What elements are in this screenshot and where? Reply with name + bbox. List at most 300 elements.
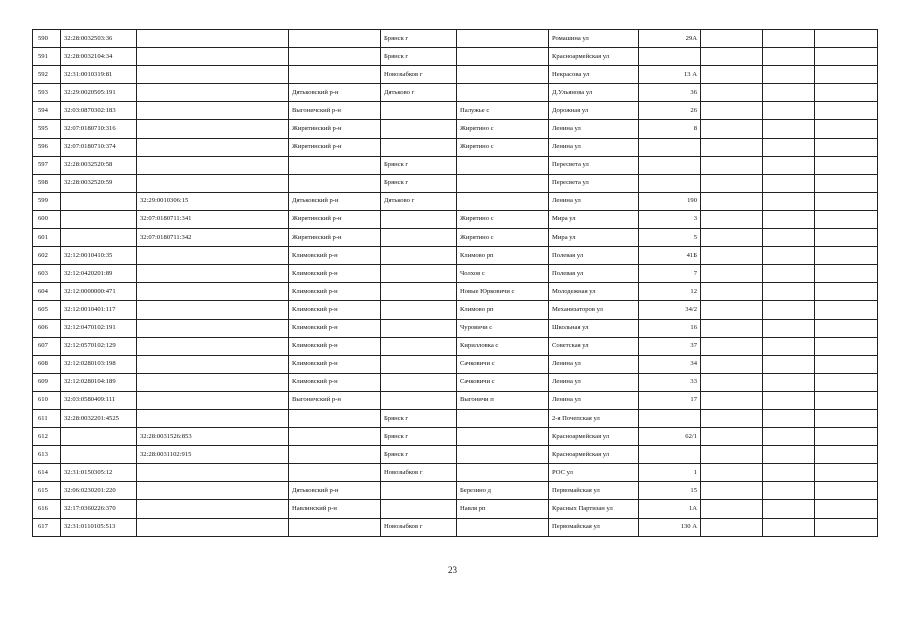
- cell-city: [381, 301, 457, 319]
- cell-cadastral-number-alt: [137, 102, 289, 120]
- cell-cadastral-number: 32:12:0470102:191: [61, 319, 137, 337]
- cell-settlement: [457, 84, 549, 102]
- cell-extra-col-3: [815, 66, 878, 84]
- cell-city: Брянск г: [381, 30, 457, 48]
- cell-city: Дятьково г: [381, 192, 457, 210]
- cell-row-index: 604: [33, 283, 61, 301]
- cell-house-number: 41Б: [639, 247, 701, 265]
- cell-street: Ленина ул: [549, 192, 639, 210]
- cell-extra-col-3: [815, 210, 878, 228]
- cell-extra-col-3: [815, 355, 878, 373]
- cell-settlement: Жирятино с: [457, 120, 549, 138]
- cell-cadastral-number-alt: [137, 283, 289, 301]
- cell-extra-col-1: [701, 265, 763, 283]
- cell-cadastral-number-alt: [137, 84, 289, 102]
- cell-house-number: 33: [639, 373, 701, 391]
- cell-street: Ленина ул: [549, 120, 639, 138]
- cell-district: [289, 48, 381, 66]
- cell-extra-col-3: [815, 120, 878, 138]
- cell-extra-col-1: [701, 428, 763, 446]
- cell-extra-col-1: [701, 210, 763, 228]
- cell-cadastral-number: 32:12:0010401:117: [61, 301, 137, 319]
- cell-cadastral-number-alt: 32:07:0180711:341: [137, 210, 289, 228]
- cell-house-number: 12: [639, 283, 701, 301]
- cell-cadastral-number-alt: [137, 482, 289, 500]
- cell-extra-col-1: [701, 102, 763, 120]
- cell-street: Механизаторов ул: [549, 301, 639, 319]
- cell-street: РОС ул: [549, 464, 639, 482]
- cell-district: Дятьковский р-н: [289, 482, 381, 500]
- cell-extra-col-3: [815, 48, 878, 66]
- table-row: [33, 373, 878, 391]
- cell-row-index: 599: [33, 192, 61, 210]
- cell-settlement: [457, 174, 549, 192]
- cell-settlement: Березино д: [457, 482, 549, 500]
- cell-street: Красноармейская ул: [549, 428, 639, 446]
- cell-extra-col-2: [763, 283, 815, 301]
- cell-street: Мира ул: [549, 210, 639, 228]
- cell-city: [381, 210, 457, 228]
- cell-extra-col-2: [763, 428, 815, 446]
- cell-district: Жирятинский р-н: [289, 229, 381, 247]
- cell-extra-col-2: [763, 500, 815, 518]
- cell-extra-col-1: [701, 174, 763, 192]
- cell-cadastral-number-alt: [137, 373, 289, 391]
- cell-extra-col-3: [815, 391, 878, 409]
- cell-cadastral-number: 32:31:0110105:513: [61, 518, 137, 536]
- cell-row-index: 609: [33, 373, 61, 391]
- cell-extra-col-2: [763, 156, 815, 174]
- cell-extra-col-2: [763, 48, 815, 66]
- cell-district: [289, 409, 381, 427]
- cell-row-index: 612: [33, 428, 61, 446]
- cell-house-number: 5: [639, 229, 701, 247]
- cell-house-number: 13 А: [639, 66, 701, 84]
- cell-settlement: [457, 156, 549, 174]
- cell-house-number: 34/2: [639, 301, 701, 319]
- cell-extra-col-1: [701, 373, 763, 391]
- cell-extra-col-1: [701, 229, 763, 247]
- cell-street: Пересвета ул: [549, 174, 639, 192]
- cell-cadastral-number-alt: 32:28:0031526:853: [137, 428, 289, 446]
- cell-extra-col-2: [763, 30, 815, 48]
- table-row: [33, 301, 878, 319]
- cell-house-number: 37: [639, 337, 701, 355]
- cell-extra-col-1: [701, 283, 763, 301]
- table-row: [33, 283, 878, 301]
- cell-house-number: 3: [639, 210, 701, 228]
- cell-row-index: 600: [33, 210, 61, 228]
- cell-row-index: 616: [33, 500, 61, 518]
- cell-cadastral-number: 32:06:0230201:220: [61, 482, 137, 500]
- cell-street: Первомайская ул: [549, 518, 639, 536]
- cell-house-number: [639, 174, 701, 192]
- cell-cadastral-number: 32:28:0032520:58: [61, 156, 137, 174]
- cell-city: [381, 355, 457, 373]
- table-row: [33, 48, 878, 66]
- cell-extra-col-3: [815, 283, 878, 301]
- table-row: [33, 84, 878, 102]
- table-row: [33, 428, 878, 446]
- cell-district: [289, 428, 381, 446]
- table-body: [33, 30, 878, 537]
- cell-street: Полевая ул: [549, 247, 639, 265]
- cell-extra-col-3: [815, 428, 878, 446]
- cell-settlement: Жирятино с: [457, 210, 549, 228]
- cell-city: [381, 283, 457, 301]
- cell-settlement: Жирятино с: [457, 229, 549, 247]
- cell-district: Жирятинский р-н: [289, 210, 381, 228]
- table-row: [33, 391, 878, 409]
- cell-cadastral-number-alt: [137, 464, 289, 482]
- cell-extra-col-2: [763, 337, 815, 355]
- cell-city: Брянск г: [381, 409, 457, 427]
- cell-extra-col-2: [763, 210, 815, 228]
- cell-cadastral-number-alt: [137, 138, 289, 156]
- cell-district: Выгоничский р-н: [289, 391, 381, 409]
- cell-city: [381, 102, 457, 120]
- table-row: [33, 192, 878, 210]
- register-table: [32, 29, 878, 537]
- cell-house-number: 26: [639, 102, 701, 120]
- cell-settlement: Чолхов с: [457, 265, 549, 283]
- cell-cadastral-number-alt: [137, 301, 289, 319]
- cell-city: Брянск г: [381, 446, 457, 464]
- cell-house-number: 16: [639, 319, 701, 337]
- cell-extra-col-3: [815, 373, 878, 391]
- table-row: [33, 138, 878, 156]
- cell-cadastral-number: 32:28:0032503:36: [61, 30, 137, 48]
- page-number: 23: [448, 565, 457, 575]
- cell-district: Выгоничский р-н: [289, 102, 381, 120]
- cell-cadastral-number: 32:12:0420201:89: [61, 265, 137, 283]
- cell-street: Ленина ул: [549, 138, 639, 156]
- cell-extra-col-1: [701, 464, 763, 482]
- cell-extra-col-1: [701, 84, 763, 102]
- cell-extra-col-2: [763, 518, 815, 536]
- cell-street: Ленина ул: [549, 355, 639, 373]
- cell-street: Дорожная ул: [549, 102, 639, 120]
- cell-extra-col-3: [815, 84, 878, 102]
- cell-city: [381, 138, 457, 156]
- cell-extra-col-2: [763, 174, 815, 192]
- cell-settlement: [457, 30, 549, 48]
- table-row: [33, 102, 878, 120]
- cell-extra-col-3: [815, 409, 878, 427]
- cell-cadastral-number-alt: [137, 66, 289, 84]
- table-row: [33, 247, 878, 265]
- table-row: [33, 229, 878, 247]
- cell-extra-col-1: [701, 337, 763, 355]
- table-row: [33, 464, 878, 482]
- cell-extra-col-2: [763, 265, 815, 283]
- cell-row-index: 593: [33, 84, 61, 102]
- cell-extra-col-2: [763, 120, 815, 138]
- cell-extra-col-2: [763, 373, 815, 391]
- cell-extra-col-3: [815, 518, 878, 536]
- cell-cadastral-number: 32:28:0032201:4525: [61, 409, 137, 427]
- cell-settlement: [457, 518, 549, 536]
- table-row: [33, 30, 878, 48]
- cell-street: 2-я Почепская ул: [549, 409, 639, 427]
- cell-street: Полевая ул: [549, 265, 639, 283]
- table-row: [33, 66, 878, 84]
- cell-extra-col-3: [815, 102, 878, 120]
- cell-city: Брянск г: [381, 174, 457, 192]
- cell-row-index: 595: [33, 120, 61, 138]
- cell-row-index: 590: [33, 30, 61, 48]
- cell-street: Советская ул: [549, 337, 639, 355]
- table-row: [33, 319, 878, 337]
- cell-cadastral-number: 32:12:0280103:198: [61, 355, 137, 373]
- cell-cadastral-number: [61, 428, 137, 446]
- cell-extra-col-1: [701, 138, 763, 156]
- cell-cadastral-number-alt: [137, 391, 289, 409]
- cell-row-index: 613: [33, 446, 61, 464]
- cell-cadastral-number-alt: [137, 409, 289, 427]
- cell-cadastral-number-alt: [137, 156, 289, 174]
- cell-extra-col-1: [701, 518, 763, 536]
- cell-house-number: 190: [639, 192, 701, 210]
- cell-extra-col-1: [701, 192, 763, 210]
- cell-extra-col-3: [815, 30, 878, 48]
- cell-row-index: 605: [33, 301, 61, 319]
- cell-district: Жирятинский р-н: [289, 120, 381, 138]
- cell-extra-col-3: [815, 446, 878, 464]
- cell-settlement: [457, 192, 549, 210]
- cell-cadastral-number-alt: [137, 500, 289, 518]
- cell-extra-col-1: [701, 482, 763, 500]
- cell-row-index: 603: [33, 265, 61, 283]
- cell-cadastral-number-alt: [137, 265, 289, 283]
- cell-cadastral-number: 32:31:0150305:12: [61, 464, 137, 482]
- cell-settlement: [457, 428, 549, 446]
- cell-cadastral-number-alt: [137, 518, 289, 536]
- cell-settlement: Климово рп: [457, 247, 549, 265]
- cell-row-index: 610: [33, 391, 61, 409]
- cell-settlement: Климово рп: [457, 301, 549, 319]
- cell-row-index: 592: [33, 66, 61, 84]
- cell-row-index: 591: [33, 48, 61, 66]
- cell-street: Д.Ульянова ул: [549, 84, 639, 102]
- cell-cadastral-number: [61, 229, 137, 247]
- cell-house-number: 36: [639, 84, 701, 102]
- cell-extra-col-3: [815, 464, 878, 482]
- cell-extra-col-1: [701, 391, 763, 409]
- cell-cadastral-number: 32:28:0032104:34: [61, 48, 137, 66]
- cell-city: Брянск г: [381, 156, 457, 174]
- cell-city: Дятьково г: [381, 84, 457, 102]
- cell-city: Брянск г: [381, 48, 457, 66]
- cell-extra-col-1: [701, 301, 763, 319]
- cell-district: Жирятинский р-н: [289, 138, 381, 156]
- cell-row-index: 594: [33, 102, 61, 120]
- cell-extra-col-1: [701, 120, 763, 138]
- cell-district: Дятьковский р-н: [289, 84, 381, 102]
- cell-cadastral-number: 32:12:0000000:471: [61, 283, 137, 301]
- cell-cadastral-number-alt: [137, 48, 289, 66]
- cell-district: Климовский р-н: [289, 247, 381, 265]
- cell-city: Брянск г: [381, 428, 457, 446]
- cell-district: Климовский р-н: [289, 355, 381, 373]
- cell-settlement: Сачковичи с: [457, 373, 549, 391]
- cell-extra-col-1: [701, 319, 763, 337]
- cell-extra-col-3: [815, 229, 878, 247]
- cell-settlement: [457, 464, 549, 482]
- cell-house-number: 17: [639, 391, 701, 409]
- cell-extra-col-1: [701, 355, 763, 373]
- cell-cadastral-number-alt: [137, 355, 289, 373]
- table-row: [33, 482, 878, 500]
- cell-cadastral-number: [61, 192, 137, 210]
- cell-district: [289, 30, 381, 48]
- table-row: [33, 156, 878, 174]
- cell-house-number: [639, 156, 701, 174]
- cell-street: Пересвета ул: [549, 156, 639, 174]
- cell-house-number: 34: [639, 355, 701, 373]
- cell-extra-col-2: [763, 301, 815, 319]
- cell-extra-col-3: [815, 265, 878, 283]
- cell-extra-col-2: [763, 319, 815, 337]
- cell-street: Молодежная ул: [549, 283, 639, 301]
- cell-extra-col-2: [763, 192, 815, 210]
- cell-house-number: 1: [639, 464, 701, 482]
- cell-street: Ленина ул: [549, 373, 639, 391]
- cell-row-index: 608: [33, 355, 61, 373]
- cell-cadastral-number-alt: 32:07:0180711:342: [137, 229, 289, 247]
- cell-city: [381, 391, 457, 409]
- cell-row-index: 611: [33, 409, 61, 427]
- cell-district: [289, 446, 381, 464]
- cell-settlement: [457, 66, 549, 84]
- table-row: [33, 265, 878, 283]
- cell-settlement: Сачковичи с: [457, 355, 549, 373]
- cell-extra-col-3: [815, 174, 878, 192]
- cell-cadastral-number: 32:12:0570102:129: [61, 337, 137, 355]
- cell-cadastral-number: 32:03:0580409:111: [61, 391, 137, 409]
- cell-house-number: [639, 48, 701, 66]
- cell-extra-col-2: [763, 355, 815, 373]
- cell-cadastral-number: 32:31:0010319:81: [61, 66, 137, 84]
- cell-district: Навлинский р-н: [289, 500, 381, 518]
- cell-cadastral-number-alt: 32:29:0010306:15: [137, 192, 289, 210]
- cell-extra-col-3: [815, 138, 878, 156]
- cell-settlement: Палужье с: [457, 102, 549, 120]
- cell-house-number: [639, 409, 701, 427]
- table-row: [33, 409, 878, 427]
- cell-extra-col-2: [763, 464, 815, 482]
- cell-extra-col-2: [763, 409, 815, 427]
- cell-house-number: 130 А: [639, 518, 701, 536]
- table-row: [33, 210, 878, 228]
- cell-house-number: [639, 446, 701, 464]
- cell-house-number: 15: [639, 482, 701, 500]
- cell-house-number: 29А: [639, 30, 701, 48]
- cell-city: Новозыбков г: [381, 66, 457, 84]
- cell-extra-col-1: [701, 66, 763, 84]
- cell-city: [381, 500, 457, 518]
- cell-cadastral-number-alt: 32:28:0031102:915: [137, 446, 289, 464]
- cell-city: [381, 120, 457, 138]
- cell-district: [289, 66, 381, 84]
- cell-district: Климовский р-н: [289, 301, 381, 319]
- cell-cadastral-number-alt: [137, 30, 289, 48]
- cell-extra-col-1: [701, 48, 763, 66]
- cell-settlement: [457, 446, 549, 464]
- cell-cadastral-number: 32:07:0180710:374: [61, 138, 137, 156]
- cell-settlement: [457, 409, 549, 427]
- cell-settlement: Жирятино с: [457, 138, 549, 156]
- cell-extra-col-1: [701, 409, 763, 427]
- cell-cadastral-number: 32:29:0020505:191: [61, 84, 137, 102]
- cell-row-index: 597: [33, 156, 61, 174]
- table-row: [33, 518, 878, 536]
- cell-house-number: [639, 138, 701, 156]
- cell-settlement: [457, 48, 549, 66]
- table-row: [33, 355, 878, 373]
- cell-row-index: 617: [33, 518, 61, 536]
- cell-extra-col-1: [701, 500, 763, 518]
- cell-street: Школьная ул: [549, 319, 639, 337]
- cell-district: Климовский р-н: [289, 337, 381, 355]
- cell-house-number: 1А: [639, 500, 701, 518]
- cell-street: Красных Партизан ул: [549, 500, 639, 518]
- cell-street: Красноармейская ул: [549, 48, 639, 66]
- cell-district: [289, 464, 381, 482]
- cell-row-index: 607: [33, 337, 61, 355]
- cell-extra-col-2: [763, 391, 815, 409]
- cell-city: [381, 229, 457, 247]
- table-row: [33, 500, 878, 518]
- cell-cadastral-number: 32:28:0032520:59: [61, 174, 137, 192]
- cell-extra-col-1: [701, 156, 763, 174]
- cell-extra-col-2: [763, 446, 815, 464]
- table-row: [33, 446, 878, 464]
- cell-district: Климовский р-н: [289, 265, 381, 283]
- cell-cadastral-number-alt: [137, 120, 289, 138]
- table-row: [33, 337, 878, 355]
- cell-cadastral-number: [61, 210, 137, 228]
- cell-street: Красноармейская ул: [549, 446, 639, 464]
- cell-district: [289, 156, 381, 174]
- cell-city: [381, 373, 457, 391]
- cell-extra-col-2: [763, 102, 815, 120]
- cell-cadastral-number: 32:12:0010410:35: [61, 247, 137, 265]
- cell-row-index: 614: [33, 464, 61, 482]
- cell-city: [381, 319, 457, 337]
- cell-cadastral-number-alt: [137, 319, 289, 337]
- cell-extra-col-3: [815, 301, 878, 319]
- cell-house-number: 62/1: [639, 428, 701, 446]
- cell-house-number: 8: [639, 120, 701, 138]
- cell-extra-col-3: [815, 500, 878, 518]
- cell-row-index: 615: [33, 482, 61, 500]
- cell-extra-col-2: [763, 482, 815, 500]
- table-row: [33, 120, 878, 138]
- cell-extra-col-3: [815, 156, 878, 174]
- cell-extra-col-2: [763, 247, 815, 265]
- cell-row-index: 598: [33, 174, 61, 192]
- cell-settlement: Чуровичи с: [457, 319, 549, 337]
- cell-settlement: Навля рп: [457, 500, 549, 518]
- cell-extra-col-2: [763, 66, 815, 84]
- cell-row-index: 606: [33, 319, 61, 337]
- cell-city: Новозыбков г: [381, 518, 457, 536]
- cell-district: [289, 174, 381, 192]
- cell-cadastral-number: 32:12:0280104:189: [61, 373, 137, 391]
- cell-district: [289, 518, 381, 536]
- cell-cadastral-number-alt: [137, 337, 289, 355]
